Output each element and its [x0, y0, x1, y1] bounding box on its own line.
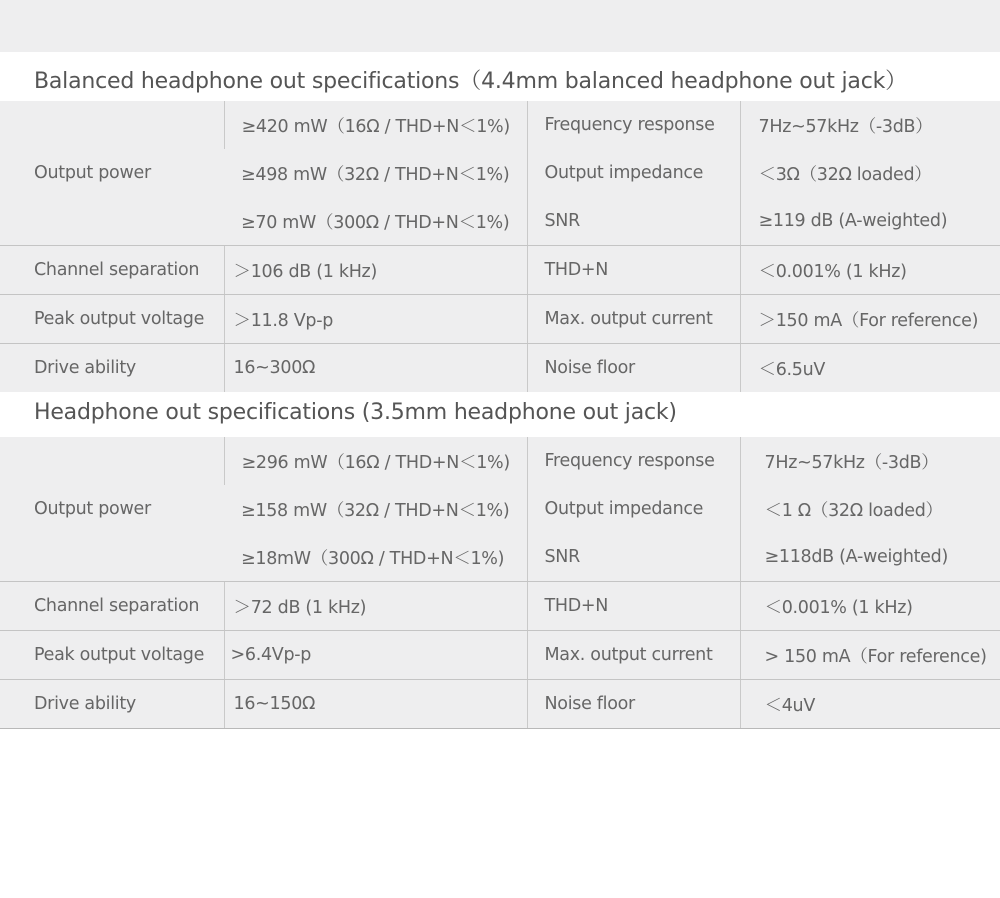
spec-table-headphone: [0, 437, 1000, 729]
value-cell: 7Hz~57kHz（-3dB）: [740, 437, 1000, 485]
table-row: [0, 680, 1000, 729]
spec-label-cell: THD+N: [527, 582, 740, 631]
value-cell: ≥296 mW（16Ω / THD+N＜1%): [224, 437, 527, 485]
table-row: [0, 631, 1000, 680]
spec-label-cell: Max. output current: [527, 631, 740, 680]
value-cell: ≥420 mW（16Ω / THD+N＜1%): [224, 101, 527, 149]
row-label-cell: Channel separation: [0, 582, 224, 631]
value-cell: ≥118dB (A-weighted): [740, 533, 1000, 582]
value-cell: 16~150Ω: [224, 680, 527, 729]
value-cell: 7Hz~57kHz（-3dB）: [740, 101, 1000, 149]
table-row: [0, 295, 1000, 344]
section-title-balanced: Balanced headphone out specifications（4.4mm balanced headphone out jack）: [34, 69, 907, 94]
value-cell: ＞150 mA（For reference): [740, 295, 1000, 344]
value-cell: ＞11.8 Vp-p: [224, 295, 527, 344]
value-cell: ＜6.5uV: [740, 344, 1000, 393]
value-cell: ＜3Ω（32Ω loaded）: [740, 149, 1000, 197]
table-row: [0, 246, 1000, 295]
row-label-output-power: Output power: [0, 101, 224, 246]
value-cell: ≥158 mW（32Ω / THD+N＜1%): [241, 500, 510, 521]
row-label-cell: Peak output voltage: [0, 295, 224, 344]
spec-label-cell: Frequency response: [527, 437, 740, 485]
spec-table-balanced: [0, 101, 1000, 392]
value-cell: ≥70 mW（300Ω / THD+N＜1%): [224, 197, 527, 246]
table-row: [0, 101, 1000, 149]
value-cell: ＞106 dB (1 kHz): [224, 246, 527, 295]
spec-label-cell: THD+N: [527, 246, 740, 295]
spec-label-cell: Frequency response: [527, 101, 740, 149]
spec-label-cell: Noise floor: [527, 680, 740, 729]
value-cell: ≥119 dB (A-weighted): [740, 197, 1000, 246]
value-cell: ＜1 Ω（32Ω loaded）: [740, 485, 1000, 533]
row-label-output-power: Output power: [0, 437, 224, 582]
row-label-cell: Peak output voltage: [0, 631, 224, 680]
value-cell: ≥18mW（300Ω / THD+N＜1%): [224, 533, 527, 582]
row-label-cell: Channel separation: [0, 246, 224, 295]
value-cell: 16~300Ω: [224, 344, 527, 393]
top-band: [0, 0, 1000, 52]
row-label-cell: Drive ability: [0, 680, 224, 729]
spec-label-cell: Output impedance: [527, 149, 740, 197]
value-cell: ＜0.001% (1 kHz): [740, 582, 1000, 631]
spec-label-cell: SNR: [527, 197, 740, 246]
table-row: [0, 437, 1000, 485]
value-cell: ＞72 dB (1 kHz): [224, 582, 527, 631]
row-label-cell: Drive ability: [34, 358, 136, 378]
value-cell: >6.4Vp-p: [224, 631, 527, 680]
section-title-headphone: Headphone out specifications (3.5mm headphone out jack): [34, 400, 677, 425]
spec-label-cell: Max. output current: [527, 295, 740, 344]
table-row: [0, 582, 1000, 631]
table-row: [0, 344, 1000, 393]
spec-label-cell: SNR: [527, 533, 740, 582]
spec-label-cell: Noise floor: [527, 344, 740, 393]
value-cell: ≥498 mW（32Ω / THD+N＜1%): [241, 164, 510, 185]
spec-label-cell: Output impedance: [527, 485, 740, 533]
value-cell: > 150 mA（For reference): [740, 631, 1000, 680]
value-cell: ＜4uV: [740, 680, 1000, 729]
value-cell: ＜0.001% (1 kHz): [740, 246, 1000, 295]
